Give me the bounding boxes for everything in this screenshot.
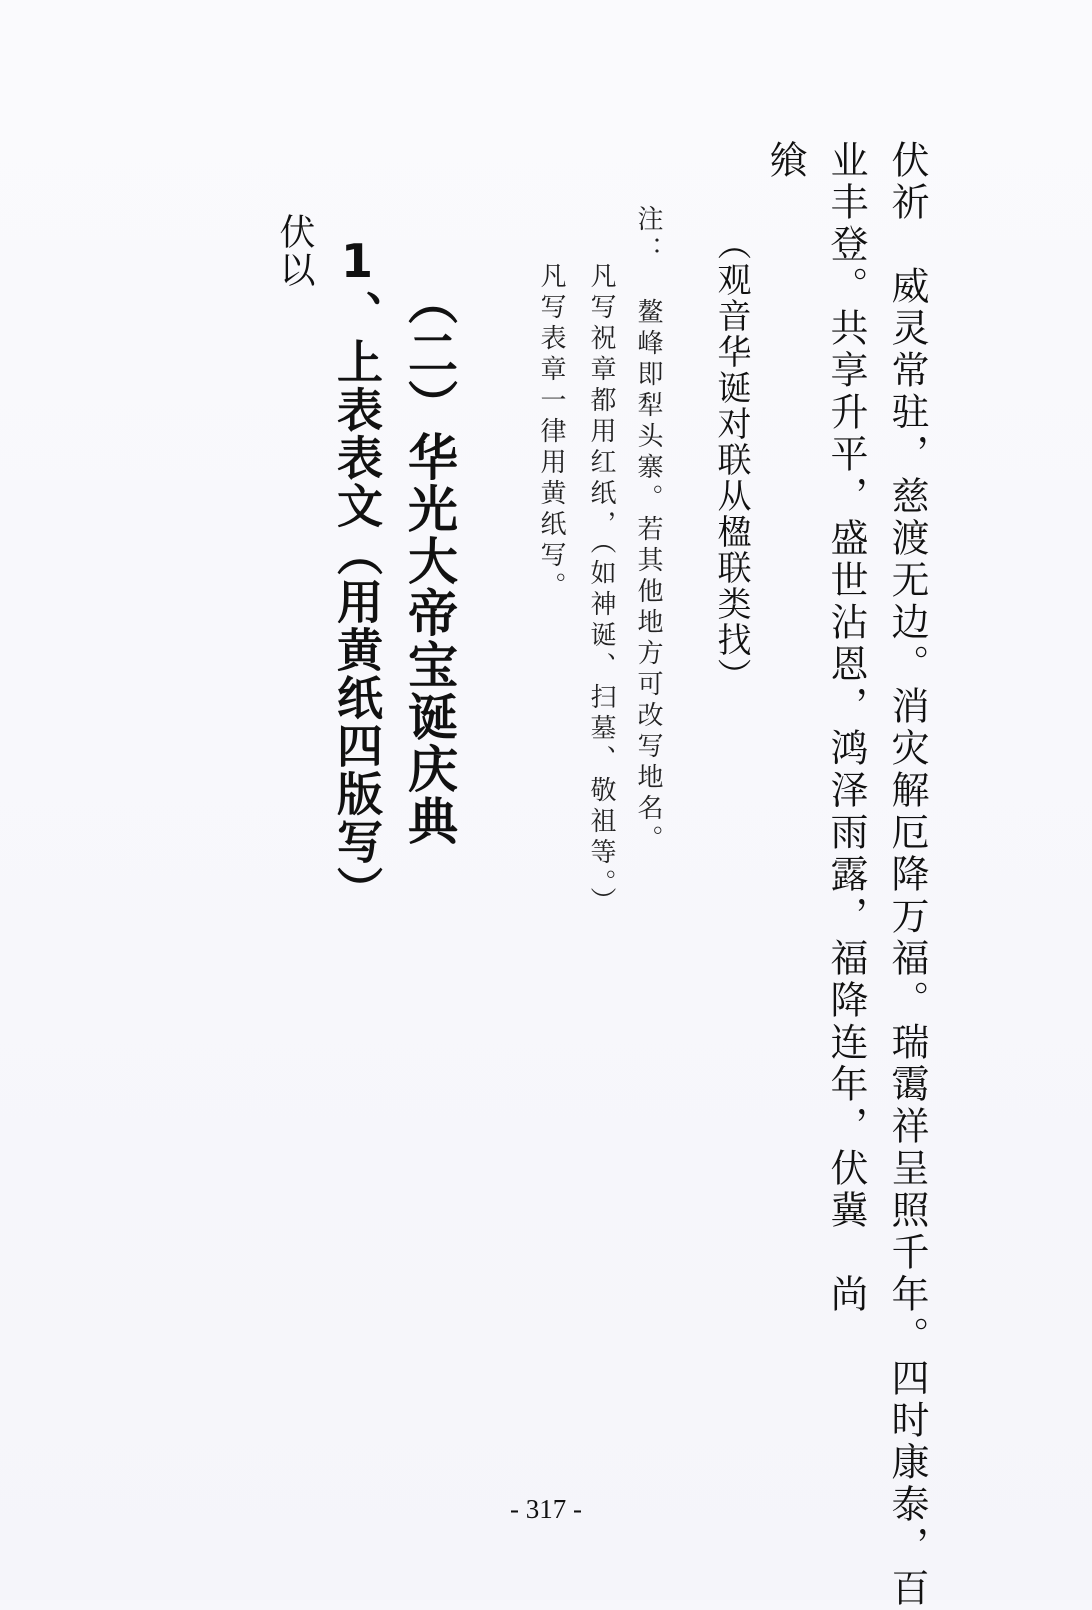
fuyi-text: 伏以	[274, 213, 315, 289]
text-column-3: 飨	[763, 140, 807, 182]
page-number: - 317 -	[510, 1494, 582, 1524]
couplet-note: （观音华诞对联从楹联类找）	[711, 226, 751, 694]
text-column-2: 业丰登。共享升平，盛世沾恩，鸿泽雨露，福降连年，伏冀 尚	[824, 140, 868, 1316]
section-heading: （二）华光大帝宝诞庆典	[400, 275, 458, 847]
note-line-3: 凡写表章一律用黄纸写。	[536, 262, 566, 603]
note-line-1: 注： 鳌峰即犁头寨。若其他地方可改写地名。	[633, 205, 663, 856]
subsection-heading: 1、上表表文（用黄纸四版写）	[330, 234, 384, 914]
text-column-1: 伏祈 威灵常驻，慈渡无边。消灾解厄降万福。瑞霭祥呈照千年。四时康泰，百	[885, 140, 929, 1610]
note-line-2: 凡写祝章都用红纸，（如神诞、扫墓、敬祖等。）	[586, 262, 616, 918]
